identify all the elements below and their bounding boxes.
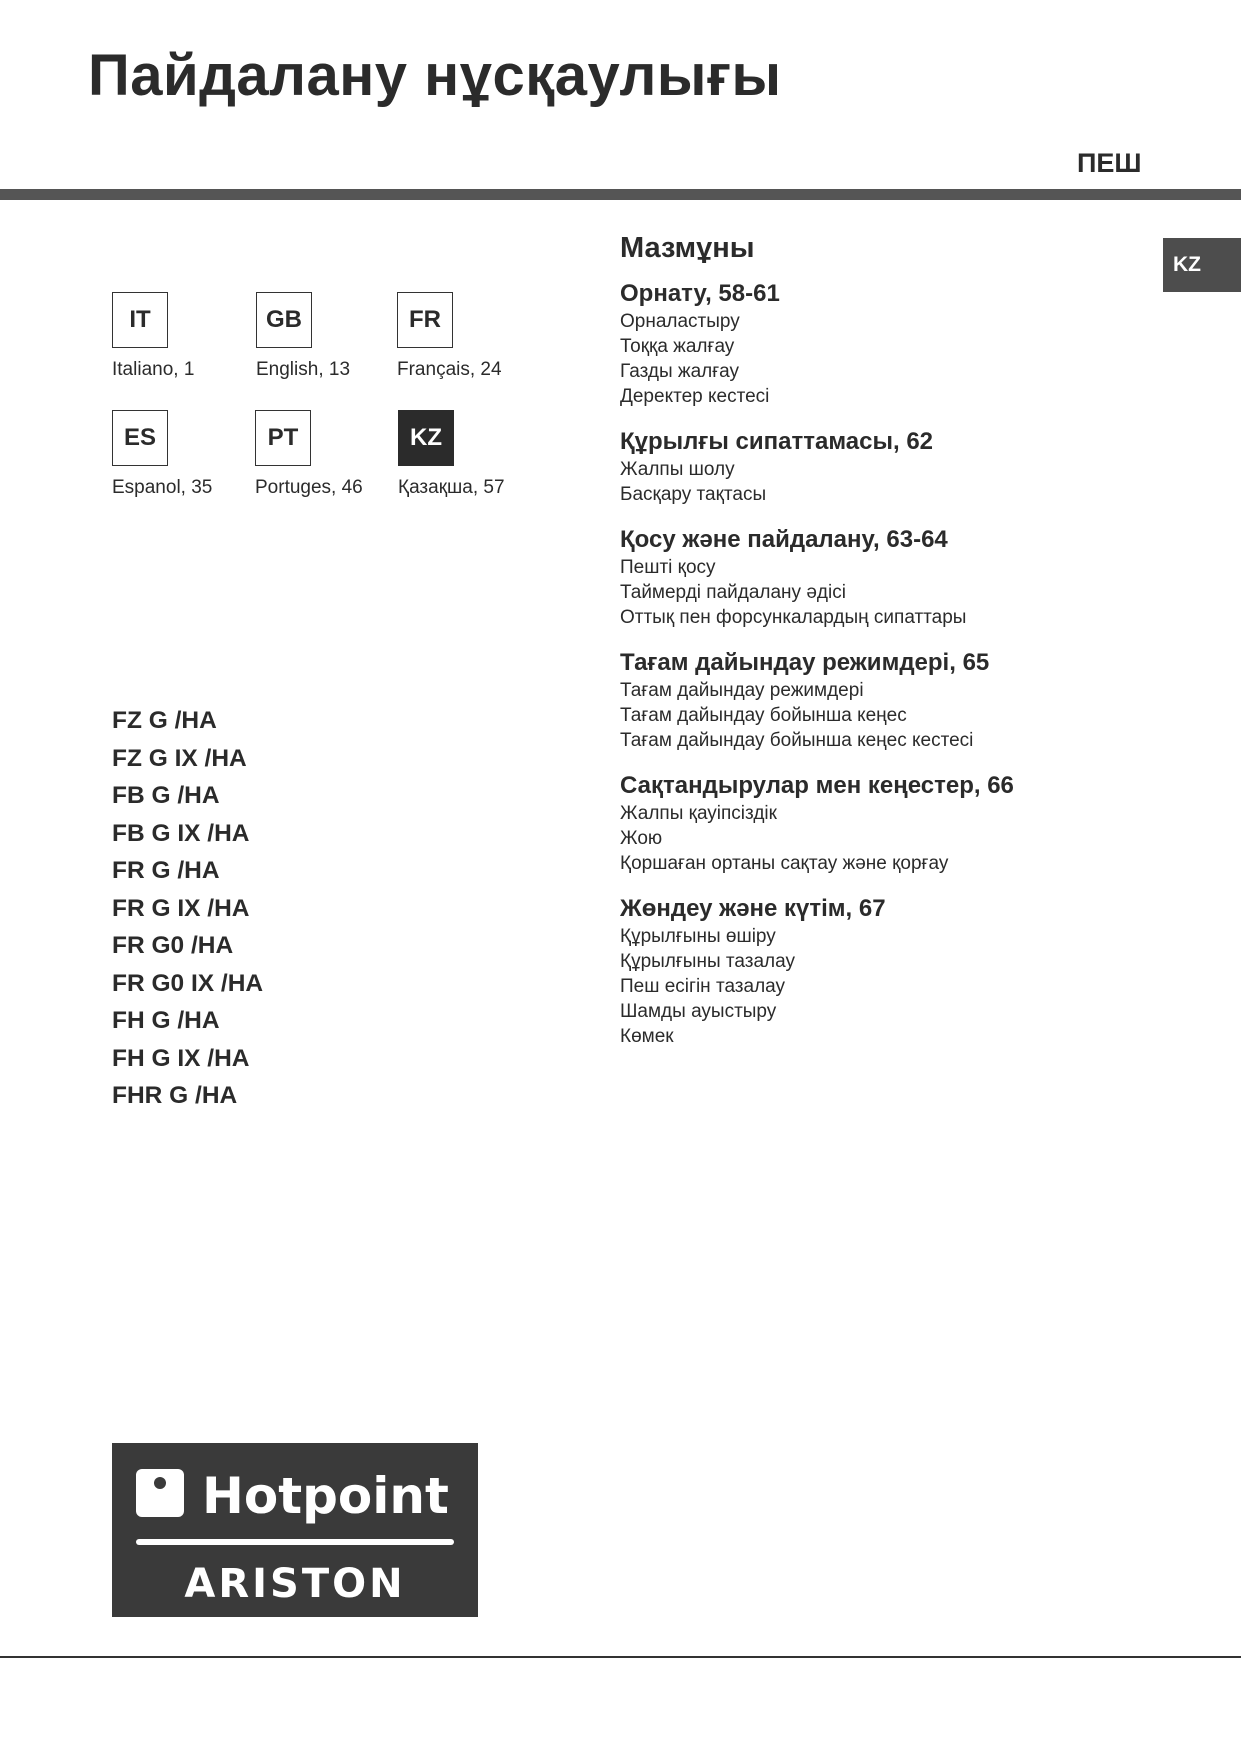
toc-heading: Мазмұны (620, 232, 755, 264)
toc-section-installation (620, 279, 1140, 409)
toc-section-cooking-modes (620, 648, 1140, 753)
toc-item[interactable]: Тағам дайындау режимдері (620, 680, 864, 701)
toc-item[interactable]: Қоршаған ортаны сақтау және қорғау (620, 853, 949, 874)
toc-item[interactable]: Жою (620, 828, 663, 849)
language-label: Espanol, 35 (112, 477, 213, 498)
model-item: FR G0 /HA (112, 932, 234, 959)
toc-item[interactable]: Пеш есігін тазалау (620, 976, 786, 997)
language-label: Français, 24 (397, 359, 502, 380)
model-item: FB G /HA (112, 782, 220, 809)
model-item: FZ G /HA (112, 707, 217, 734)
toc-item[interactable]: Басқару тақтасы (620, 484, 767, 505)
toc-section-title[interactable]: Орнату, 58-61 (620, 280, 780, 307)
language-item-kz[interactable] (398, 410, 548, 499)
toc-section-precautions (620, 771, 1140, 876)
language-item-es[interactable] (112, 410, 262, 499)
language-label: Қазақша, 57 (398, 477, 505, 498)
toc-item[interactable]: Тоққа жалғау (620, 336, 735, 357)
logo-square-icon (136, 1469, 184, 1517)
language-code-box: PT (255, 410, 311, 466)
language-label: Italiano, 1 (112, 359, 195, 380)
toc-item[interactable]: Таймерді пайдалану әдісі (620, 582, 846, 603)
language-item-gb[interactable] (256, 292, 406, 381)
page-title: Пайдалану нұсқаулығы (88, 43, 782, 108)
toc-item[interactable]: Жалпы қауіпсіздік (620, 803, 777, 824)
toc-item[interactable]: Тағам дайындау бойынша кеңес (620, 705, 907, 726)
toc-item[interactable]: Газды жалғау (620, 361, 740, 382)
toc-item[interactable]: Көмек (620, 1026, 674, 1047)
language-code-box: ES (112, 410, 168, 466)
model-list (112, 706, 263, 1119)
language-item-fr[interactable] (397, 292, 547, 381)
language-label: English, 13 (256, 359, 351, 380)
logo-sub-text: ARISTON (184, 1561, 406, 1607)
toc-item[interactable]: Тағам дайындау бойынша кеңес кестесі (620, 730, 974, 751)
language-code-box-active: KZ (398, 410, 454, 466)
logo-brand-text: Hotpoint (202, 1467, 449, 1525)
toc-section-title[interactable]: Құрылғы сипаттамасы, 62 (620, 428, 934, 455)
header-divider (0, 189, 1241, 200)
toc-section-title[interactable]: Сақтандырулар мен кеңестер, 66 (620, 772, 1014, 799)
language-item-pt[interactable] (255, 410, 405, 499)
model-item: FR G0 IX /HA (112, 969, 264, 997)
model-item: FB G IX /HA (112, 819, 250, 847)
toc-item[interactable]: Құрылғыны өшіру (620, 926, 776, 947)
table-of-contents (620, 232, 1140, 1067)
language-label: Portuges, 46 (255, 477, 363, 498)
toc-section-maintenance (620, 894, 1140, 1049)
model-item: FHR G /HA (112, 1082, 238, 1109)
language-side-tab: KZ (1163, 238, 1241, 292)
toc-item[interactable]: Құрылғыны тазалау (620, 951, 795, 972)
toc-section-title[interactable]: Тағам дайындау режимдері, 65 (620, 649, 990, 676)
model-item: FH G /HA (112, 1007, 220, 1034)
model-item: FR G /HA (112, 857, 220, 884)
toc-item[interactable]: Жалпы шолу (620, 459, 735, 480)
product-category: ПЕШ (1077, 148, 1142, 178)
toc-item[interactable]: Деректер кестесі (620, 386, 770, 407)
toc-section-title[interactable]: Жөндеу және күтім, 67 (620, 895, 886, 922)
toc-item[interactable]: Оттық пен форсункалардың сипаттары (620, 607, 967, 628)
toc-section-title[interactable]: Қосу және пайдалану, 63-64 (620, 526, 948, 553)
footer-divider (0, 1656, 1241, 1658)
language-code-box: FR (397, 292, 453, 348)
model-item: FR G IX /HA (112, 894, 250, 922)
toc-item[interactable]: Шамды ауыстыру (620, 1001, 777, 1022)
toc-section-start-use (620, 525, 1140, 630)
toc-item[interactable]: Орналастыру (620, 311, 740, 332)
language-code-box: IT (112, 292, 168, 348)
language-code-box: GB (256, 292, 312, 348)
brand-logo (112, 1443, 478, 1617)
language-item-it[interactable] (112, 292, 262, 381)
toc-item[interactable]: Пешті қосу (620, 557, 716, 578)
toc-section-description (620, 427, 1140, 507)
model-item: FZ G IX /HA (112, 744, 247, 772)
model-item: FH G IX /HA (112, 1044, 250, 1072)
